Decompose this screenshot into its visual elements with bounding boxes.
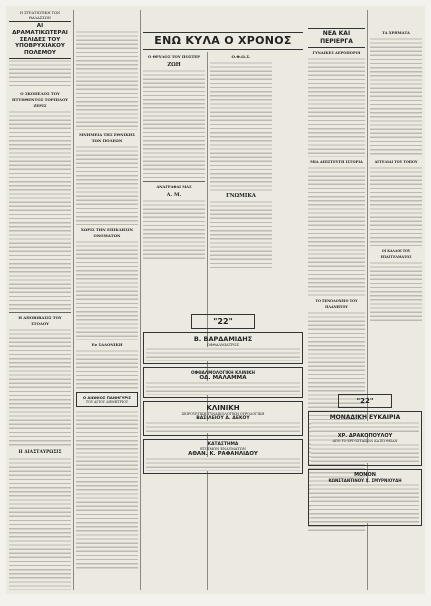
section-tag: Η ΣΤΡΑΤΙΩΤΙΚΗ ΤΩΝ ΘΑΛΑΣΣΩΝ: [19, 11, 61, 20]
article-body: [76, 145, 138, 225]
subheading: ΜΙΑ ΑΠΙΣΤΕΥΤΗ ΙΣΤΟΡΙΑ: [310, 160, 363, 164]
masthead: ΕΝΩ ΚΥΛΑ Ο ΧΡΟΝΟΣ: [143, 32, 303, 50]
subheading: Ο.Φ.Ω.Σ.: [231, 54, 251, 59]
article-intro: [9, 59, 71, 89]
subheading: ΑΓΓΕΛΙΑΙ ΤΟΥ ΤΟΠΟΥ: [374, 160, 418, 164]
column-2: [76, 10, 138, 590]
column-1: [9, 10, 71, 590]
article-headline: ΑΙ ΔΡΑΜΑΤΙΚΩΤΕΡΑΙ ΣΕΛΙΔΕΣ ΤΟΥ ΥΠΟΒΡΥΧΙΑΚΟΥ ΠΟΛΕΜΟΥ: [9, 21, 71, 59]
article-body: [76, 240, 138, 340]
section-title: ΓΝΩΜΙΚΑ: [226, 193, 256, 199]
section-masthead: ΝΕΑ ΚΑΙ ΠΕΡΙΕΡΓΑ: [308, 28, 365, 48]
subheading: ΟΙ ΚΑΛΛΟΙ ΤΟΥ ΕΠΑΓΓΕΛΜΑΤΟΣ: [380, 249, 412, 259]
subheading: ΤΑ ΧΡΗΜΑΤΑ: [382, 31, 410, 35]
subheading: ΧΩΡΙΣ ΤΗΝ ΕΠΙΚΛΗΣΙΝ ΟΝΟΜΑΤΩΝ: [80, 227, 134, 238]
subheading: Η ΑΠΟΒΙΒΑΣΙΣ ΤΟΥ ΣΤΟΛΟΥ: [18, 314, 62, 326]
ad-clothing: ΚΑΤΑΣΤΗΜΑ ΕΤΟΙΜΩΝ ΕΝΔΥΜΑΤΩΝ ΑΘΑΝ. Κ. ΡΑΦΑΗΛΙΔΟΥ: [143, 439, 303, 474]
subheading: Η ΔΙΑΣΤΑΥΡΩΣΙΣ: [18, 449, 62, 455]
article-body: [143, 69, 205, 179]
article-body: [76, 410, 138, 570]
subheading: ΑΝΑΓΡΑΦΑΙ ΜΑΣ: [156, 185, 192, 189]
ad-22: "22": [191, 314, 255, 329]
article-body: [210, 200, 272, 270]
ad-22-right: "22": [338, 394, 392, 408]
feast-box: Ο ΑΙΩΝΙΟΣ ΠΑΝΗΓΥΡΙΣ ΤΟΥ ΑΓΙΟΥ ΔΗΜΗΤΡΙΟΥ: [76, 392, 138, 407]
article-body: [9, 328, 71, 448]
ad-ophthalmologist: Β. ΒΑΡΔΑΜΙΔΗΣ ΟΦΘΑΛΜΙΑΤΡΟΣ: [143, 332, 303, 364]
article-body: [308, 166, 365, 296]
ad-stack-right: [308, 391, 422, 529]
ad-eye-clinic: ΟΦΘΑΛΜΟΛΟΓΙΚΗ ΚΛΙΝΙΚΗ ΟΔ. ΜΑΛΑΜΜΑ: [143, 367, 303, 398]
ad-unique-opportunity: ΜΟΝΑΔΙΚΗ ΕΥΚΑΙΡΙΑ ΧΡ. ΔΡΑΚΟΠΟΥΛΟΥ ΑΠΟ ΤΟ ΕΡΓΟΣΤΑΣΙΟΝ ΚΑΤΕΥΘΕΙΑΝ: [308, 411, 422, 466]
article-body: [210, 61, 272, 191]
article-body: [9, 457, 71, 590]
author: Α. Μ.: [166, 192, 182, 198]
newspaper-page: [6, 6, 425, 594]
article-body: [76, 349, 138, 389]
article-body: [143, 199, 205, 259]
subheading: ΓΥΝΑΙΚΕΣ ΑΕΡΟΠΟΡΟΙ: [312, 51, 361, 55]
article-body: [370, 261, 422, 321]
article-body: [370, 166, 422, 246]
subheading: Ο ΣΚΟΠΕΛΟΣ ΤΟΥ ΗΤΤΗΘΕΝΤΟΣ ΤΟΡΠΙΛΟΥ ΖΕΡΙΣ: [12, 90, 68, 108]
ad-block: [143, 311, 303, 477]
ad-smyrnioudis: ΜΟΝΟΝ ΚΩΝΣΤΑΝΤΙΝΟΥ Χ. ΣΜΥΡΝΙΟΥΔΗ: [308, 469, 422, 526]
article-body: [76, 30, 138, 130]
article-body: [370, 37, 422, 157]
subheading: ΜΝΗΜΕΙΑ ΤΗΣ ΕΘΝΙΚΗΣ ΤΩΝ ΠΟΛΕΩΝ: [79, 132, 135, 143]
greeting: Εν ΣΑΛΟΝΙΚΗ: [91, 342, 123, 347]
article-body: [9, 110, 71, 310]
section-title: ΖΩΗ: [167, 62, 181, 68]
ad-clinic: ΚΛΙΝΙΚΗ ΧΕΙΡΟΥΡΓΙΚΗ ΓΥΝΑΙΚΟΛΟΓΙΚΗ ΟΥΡΟΛΟΓΙΚΗ ΒΑΣΙΛΕΙΟΥ Δ. ΔΕΚΟΥ: [143, 401, 303, 436]
subheading: Ο ΘΡΥΛΟΣ ΤΟΥ ΠΟΣΤΕΡ: [147, 54, 201, 59]
article-body: [308, 57, 365, 157]
subheading: ΤΟ ΞΕΝΟΔΟΧΕΙΟ ΤΟΥ ΠΛΑΝΗΤΟΥ: [315, 299, 358, 309]
